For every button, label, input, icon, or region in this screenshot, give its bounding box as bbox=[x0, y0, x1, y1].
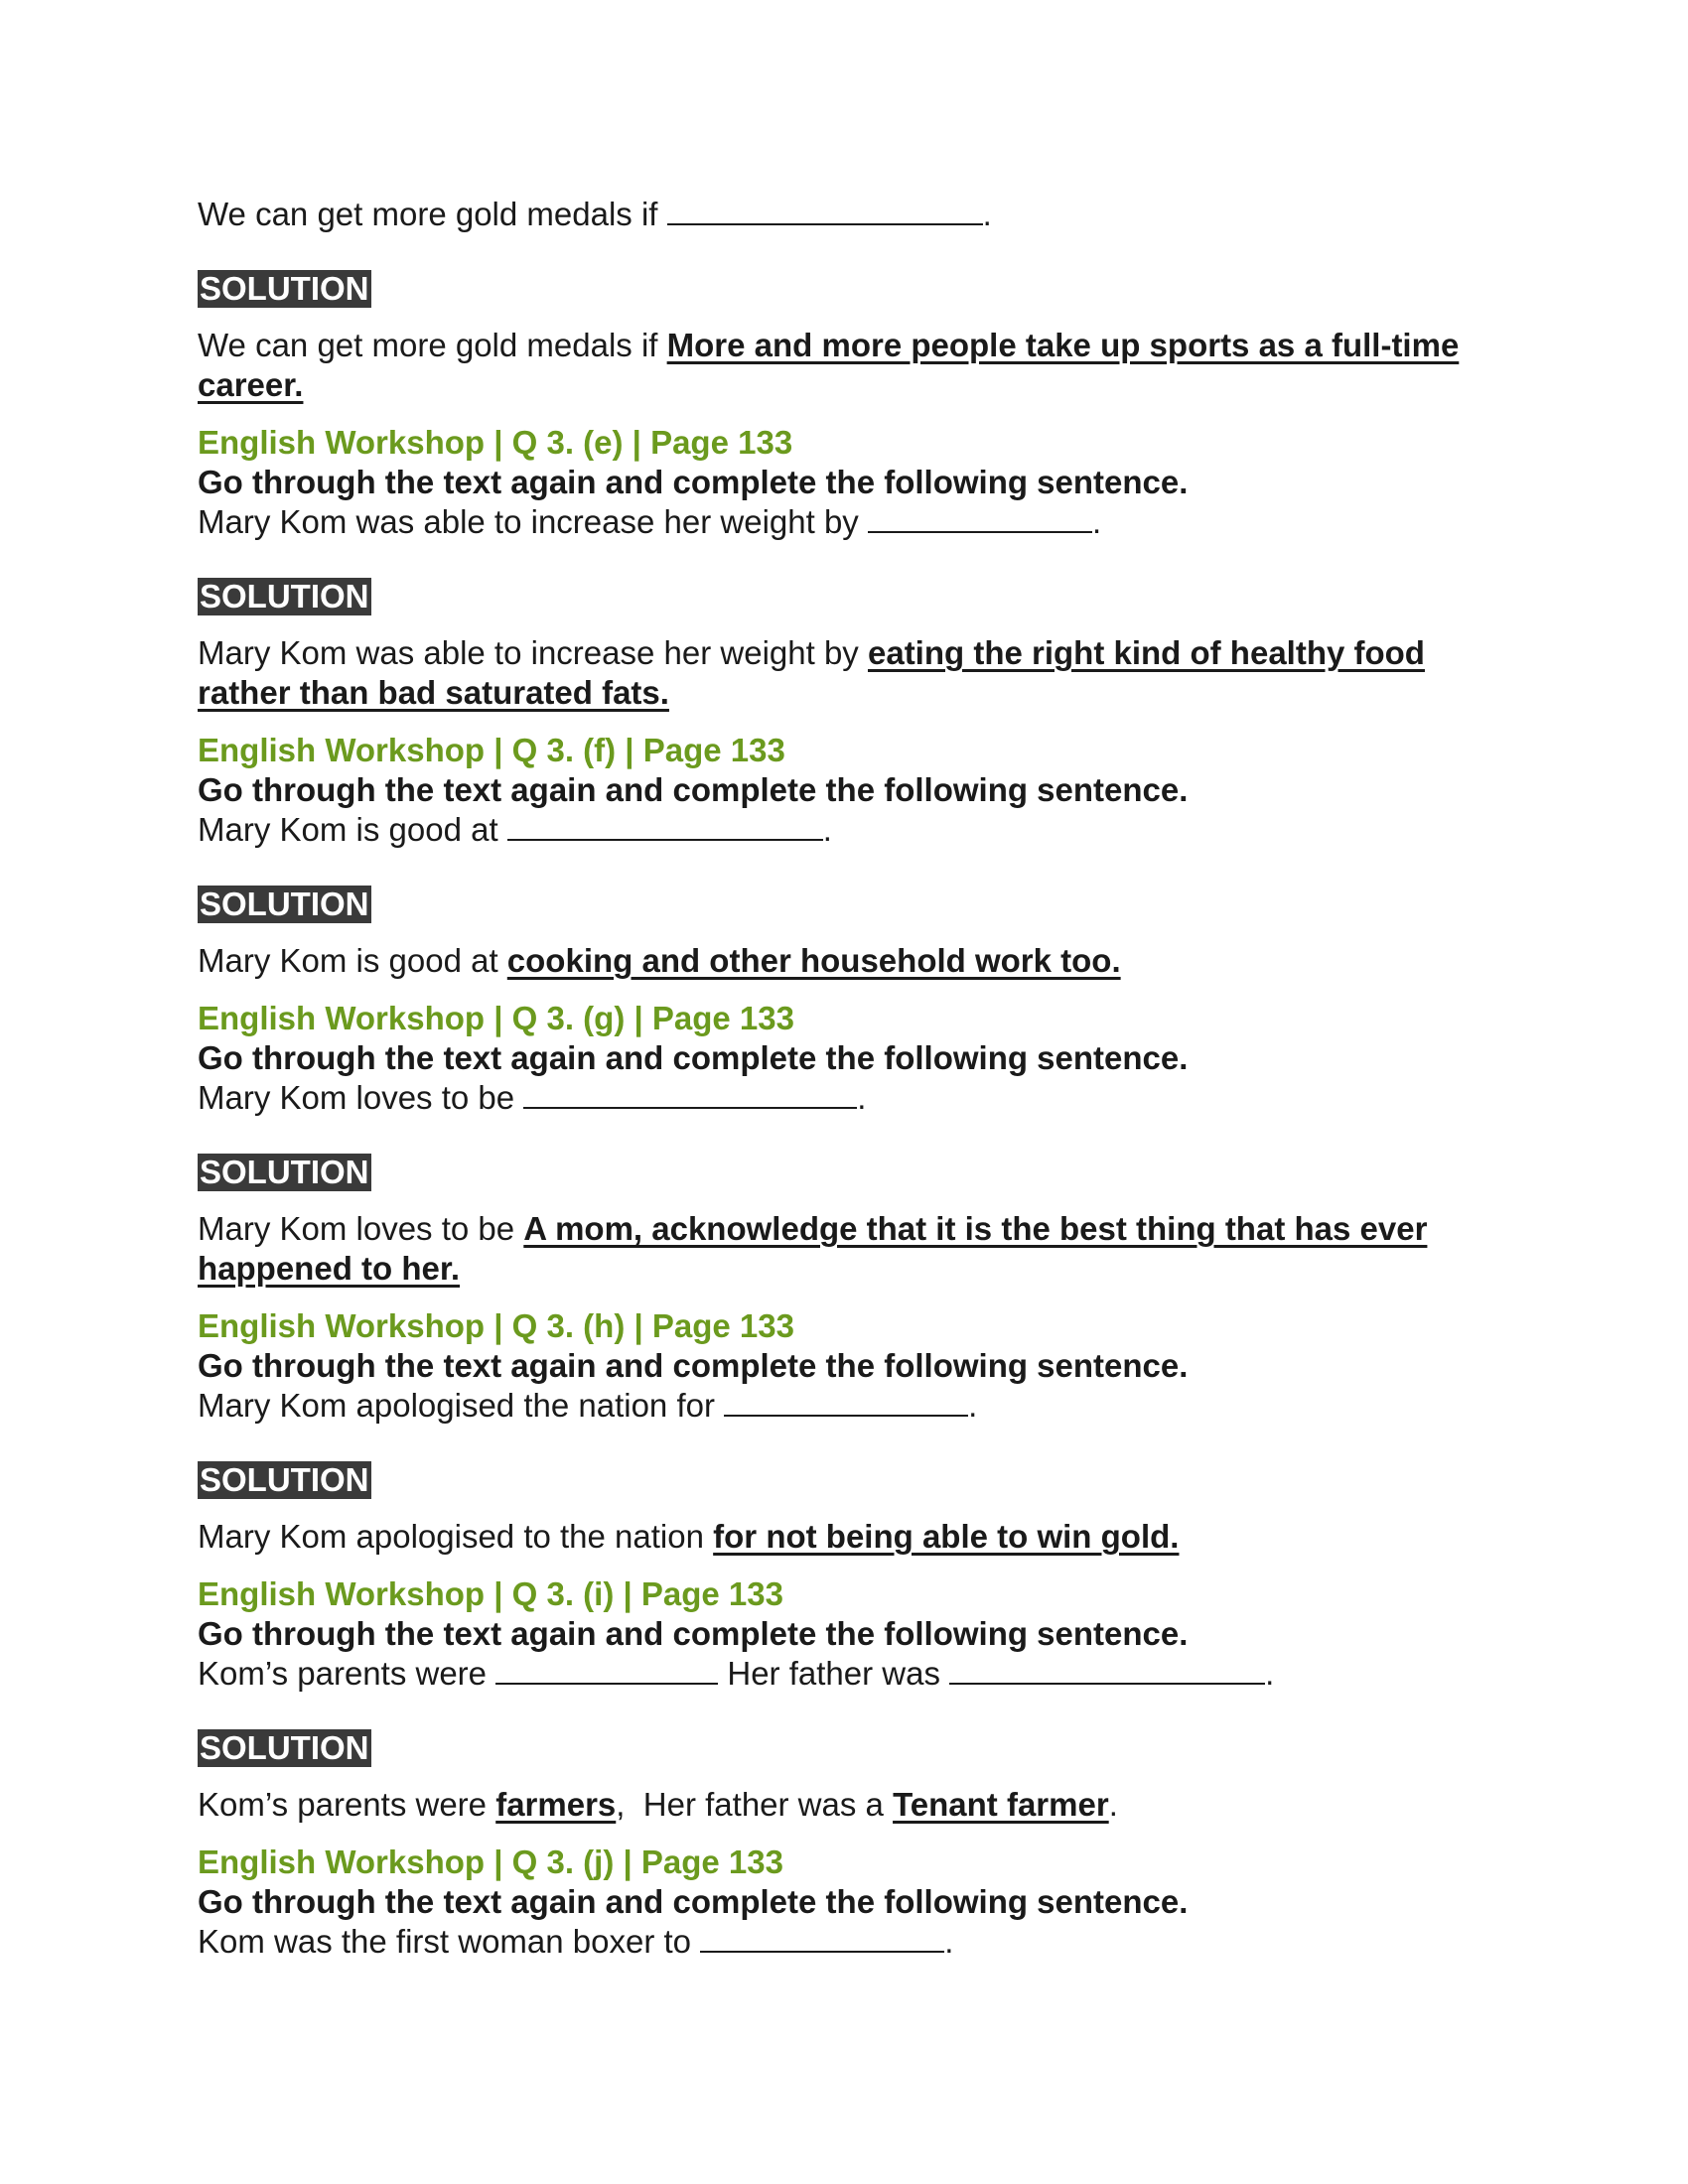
question-suffix: . bbox=[982, 196, 992, 232]
question-prefix: Mary Kom loves to be bbox=[198, 1079, 515, 1116]
solution-text bbox=[198, 1785, 1488, 1825]
question-prefix: Kom was the first woman boxer to bbox=[198, 1923, 692, 1960]
question-heading: English Workshop | Q 3. (h) | Page 133 bbox=[198, 1307, 794, 1344]
document-content bbox=[198, 195, 1488, 1962]
question-heading: English Workshop | Q 3. (e) | Page 133 bbox=[198, 424, 793, 461]
question-heading: English Workshop | Q 3. (f) | Page 133 bbox=[198, 732, 785, 768]
question-middle: Her father was bbox=[727, 1655, 940, 1692]
question-instruction: Go through the text again and complete the following sentence. bbox=[198, 1347, 1189, 1384]
question-prefix: Mary Kom is good at bbox=[198, 811, 498, 848]
question-instruction: Go through the text again and complete the following sentence. bbox=[198, 464, 1189, 500]
question-instruction: Go through the text again and complete the following sentence. bbox=[198, 1039, 1189, 1076]
solution-label: SOLUTION bbox=[200, 1154, 369, 1190]
solution-label: SOLUTION bbox=[200, 886, 369, 922]
question-suffix: . bbox=[1265, 1655, 1275, 1692]
solution-text bbox=[198, 1209, 1488, 1289]
question-suffix: . bbox=[1091, 503, 1102, 540]
question-suffix: . bbox=[944, 1923, 954, 1960]
solution-middle: , Her father was a bbox=[616, 1786, 884, 1823]
answer-blank bbox=[868, 503, 1092, 533]
answer-blank bbox=[507, 811, 823, 841]
answer-blank bbox=[667, 196, 983, 225]
solution-label: SOLUTION bbox=[200, 1729, 369, 1766]
question-text bbox=[198, 502, 1488, 542]
solution-answer: A mom, acknowledge that it is the best thing that has ever happened to her. bbox=[198, 1210, 1428, 1287]
question-text bbox=[198, 1922, 1488, 1962]
solution-label: SOLUTION bbox=[200, 578, 369, 614]
solution-prefix: Kom’s parents were bbox=[198, 1786, 488, 1823]
solution-answer: farmers bbox=[495, 1786, 617, 1823]
solution-suffix: . bbox=[1108, 1786, 1118, 1823]
solution-answer: cooking and other household work too. bbox=[506, 942, 1121, 979]
question-prefix: Mary Kom was able to increase her weight by bbox=[198, 503, 859, 540]
solution-prefix: We can get more gold medals if bbox=[198, 327, 658, 363]
solution-prefix: Mary Kom loves to be bbox=[198, 1210, 515, 1247]
solution-answer: eating the right kind of healthy food rather than bad saturated fats. bbox=[198, 634, 1425, 711]
question-text bbox=[198, 1386, 1488, 1426]
answer-blank bbox=[724, 1387, 968, 1417]
solution-prefix: Mary Kom was able to increase her weight by bbox=[198, 634, 859, 671]
question-text bbox=[198, 1078, 1488, 1118]
solution-answer: Tenant farmer bbox=[893, 1786, 1109, 1823]
question-heading: English Workshop | Q 3. (i) | Page 133 bbox=[198, 1575, 783, 1612]
answer-blank bbox=[949, 1655, 1265, 1685]
solution-text bbox=[198, 1517, 1488, 1557]
question-suffix: . bbox=[822, 811, 832, 848]
solution-answer: for not being able to win gold. bbox=[713, 1518, 1180, 1555]
answer-blank bbox=[523, 1079, 857, 1109]
question-instruction: Go through the text again and complete the following sentence. bbox=[198, 1883, 1189, 1920]
solution-label: SOLUTION bbox=[200, 270, 369, 307]
question-heading: English Workshop | Q 3. (j) | Page 133 bbox=[198, 1843, 783, 1880]
question-prefix: Kom’s parents were bbox=[198, 1655, 488, 1692]
question-instruction: Go through the text again and complete the following sentence. bbox=[198, 1615, 1189, 1652]
solution-prefix: Mary Kom apologised to the nation bbox=[198, 1518, 704, 1555]
question-text bbox=[198, 195, 1488, 234]
answer-blank bbox=[495, 1655, 718, 1685]
solution-text bbox=[198, 941, 1488, 981]
question-text bbox=[198, 810, 1488, 850]
question-suffix: . bbox=[968, 1387, 978, 1424]
question-heading: English Workshop | Q 3. (g) | Page 133 bbox=[198, 1000, 794, 1036]
solution-prefix: Mary Kom is good at bbox=[198, 942, 498, 979]
question-suffix: . bbox=[857, 1079, 867, 1116]
question-instruction: Go through the text again and complete the following sentence. bbox=[198, 771, 1189, 808]
answer-blank bbox=[700, 1923, 944, 1953]
solution-text bbox=[198, 633, 1488, 713]
solution-label: SOLUTION bbox=[200, 1461, 369, 1498]
question-prefix: We can get more gold medals if bbox=[198, 196, 658, 232]
solution-text bbox=[198, 326, 1488, 405]
question-text bbox=[198, 1654, 1488, 1694]
solution-answer: More and more people take up sports as a full-time career. bbox=[198, 327, 1460, 403]
question-prefix: Mary Kom apologised the nation for bbox=[198, 1387, 715, 1424]
